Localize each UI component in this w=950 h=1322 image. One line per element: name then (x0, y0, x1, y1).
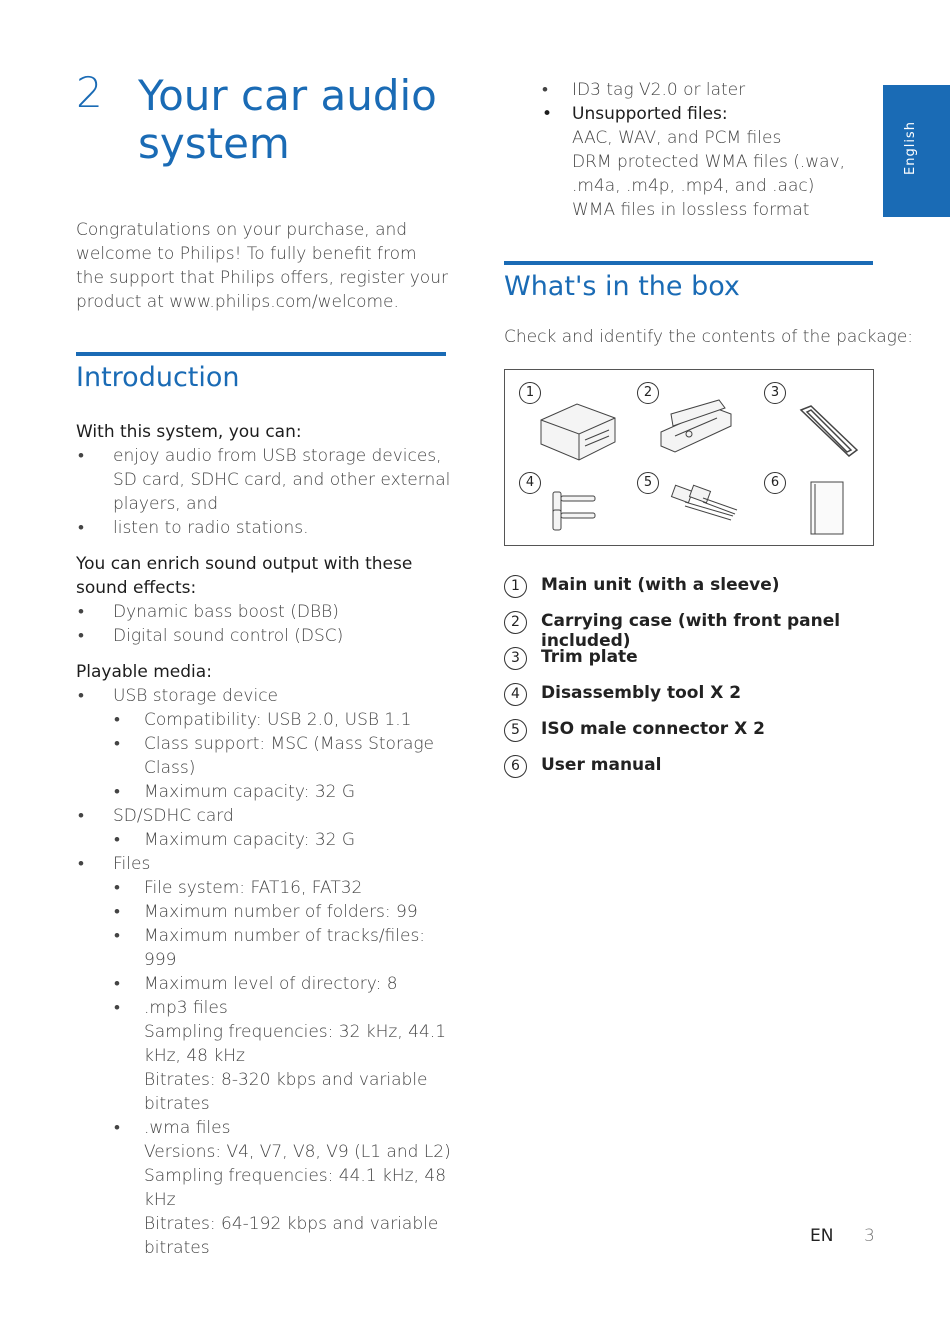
introduction-title: Introduction (76, 362, 240, 393)
chapter-title: Your car audio system (138, 71, 437, 168)
list-item: • listen to radio stations. (76, 516, 456, 540)
list-item (504, 646, 884, 682)
item-label: Trim plate (541, 647, 638, 667)
item-number: 4 (504, 683, 527, 706)
unsupported-line: WMA files in lossless format (572, 200, 810, 220)
figure-number-1: 1 (519, 382, 541, 404)
figure-number-6: 6 (764, 472, 786, 494)
section-rule-introduction (76, 352, 446, 356)
item-label: Main unit (with a sleeve) (541, 575, 780, 595)
list-item: • Compatibility: USB 2.0, USB 1.1 (76, 708, 456, 732)
list-item: • Maximum capacity: 32 G (76, 828, 456, 852)
enrich-lead: You can enrich sound output with these sound effects: (76, 554, 413, 598)
figure-number-3: 3 (764, 382, 786, 404)
list-item (504, 718, 884, 754)
unsupported-line: DRM protected WMA files (.wav, .m4a, .m4p, .mp4, and .aac) (572, 152, 846, 196)
list-item: • Files (76, 852, 456, 876)
section-rule-box (504, 261, 873, 265)
item-number: 3 (504, 647, 527, 670)
main-unit-icon (541, 404, 615, 460)
unsupported-label: • Unsupported files: (540, 102, 880, 126)
list-item: • Maximum number of folders: 99 (76, 900, 456, 924)
item-label: User manual (541, 755, 662, 775)
carrying-case-icon (661, 400, 731, 452)
chapter-number: 2 (76, 68, 103, 117)
list-item: • File system: FAT16, FAT32 (76, 876, 456, 900)
item-number: 5 (504, 719, 527, 742)
mp3-label: • .mp3 files (144, 998, 228, 1018)
item-label: Disassembly tool X 2 (541, 683, 742, 703)
package-illustration (505, 370, 873, 545)
list-item (504, 754, 884, 790)
figure-number-2: 2 (637, 382, 659, 404)
list-item: • Maximum number of tracks/files: 999 (76, 924, 456, 972)
item-label: Carrying case (with front panel included) (541, 611, 841, 651)
list-item: • enjoy audio from USB storage devices, SD card, SDHC card, and other external players, and (76, 444, 456, 516)
contents-list (504, 574, 884, 790)
list-item: • USB storage device (76, 684, 456, 708)
wma-bitrates: Bitrates: 64-192 kbps and variable bitrates (144, 1214, 439, 1258)
list-item: • SD/SDHC card (76, 804, 456, 828)
list-item (504, 682, 884, 718)
page-number: 3 (864, 1226, 875, 1246)
enrich-list (76, 600, 456, 648)
list-item: • Digital sound control (DSC) (76, 624, 456, 648)
wma-sampling: Sampling frequencies: 44.1 kHz, 48 kHz (144, 1166, 447, 1210)
package-figure (504, 369, 874, 546)
disassembly-tool-icon (553, 492, 595, 530)
unsupported-line: AAC, WAV, and PCM files (572, 128, 782, 148)
media-lead: Playable media: (76, 662, 212, 682)
list-item (504, 610, 884, 651)
wma-versions: Versions: V4, V7, V8, V9 (L1 and L2) (144, 1142, 451, 1162)
file-support-list (540, 78, 880, 222)
media-list (76, 684, 456, 1260)
list-item: • Maximum level of directory: 8 (76, 972, 456, 996)
footer-language: EN (810, 1226, 834, 1246)
item-label: ISO male connector X 2 (541, 719, 765, 739)
language-tab (883, 85, 950, 217)
list-item: • Maximum capacity: 32 G (76, 780, 456, 804)
trim-plate-icon (801, 406, 857, 456)
list-item: • Class support: MSC (Mass Storage Class) (76, 732, 456, 780)
introduction-body (76, 420, 456, 1260)
can-lead: With this system, you can: (76, 422, 302, 442)
list-item-wma (76, 1116, 456, 1260)
list-item-mp3 (76, 996, 456, 1116)
figure-number-4: 4 (519, 472, 541, 494)
list-item (504, 574, 884, 610)
mp3-sampling: Sampling frequencies: 32 kHz, 44.1 kHz, 48 kHz (144, 1022, 447, 1066)
id3-item: • ID3 tag V2.0 or later (540, 78, 880, 102)
iso-connector-icon (671, 485, 737, 520)
item-number: 1 (504, 575, 527, 598)
wma-label: • .wma files (144, 1118, 231, 1138)
list-item: • Dynamic bass boost (DBB) (76, 600, 456, 624)
item-number: 2 (504, 611, 527, 634)
user-manual-icon (811, 482, 843, 534)
item-number: 6 (504, 755, 527, 778)
mp3-bitrates: Bitrates: 8-320 kbps and variable bitrates (144, 1070, 428, 1114)
can-list (76, 444, 456, 540)
box-title: What's in the box (504, 271, 740, 302)
check-instruction: Check and identify the contents of the package: (504, 327, 914, 347)
welcome-paragraph: Congratulations on your purchase, and welcome to Philips! To fully benefit from the support that Philips offers, register your product at www.philips.com/welcome. (76, 220, 448, 312)
language-tab-label: English (903, 121, 918, 175)
figure-number-5: 5 (637, 472, 659, 494)
